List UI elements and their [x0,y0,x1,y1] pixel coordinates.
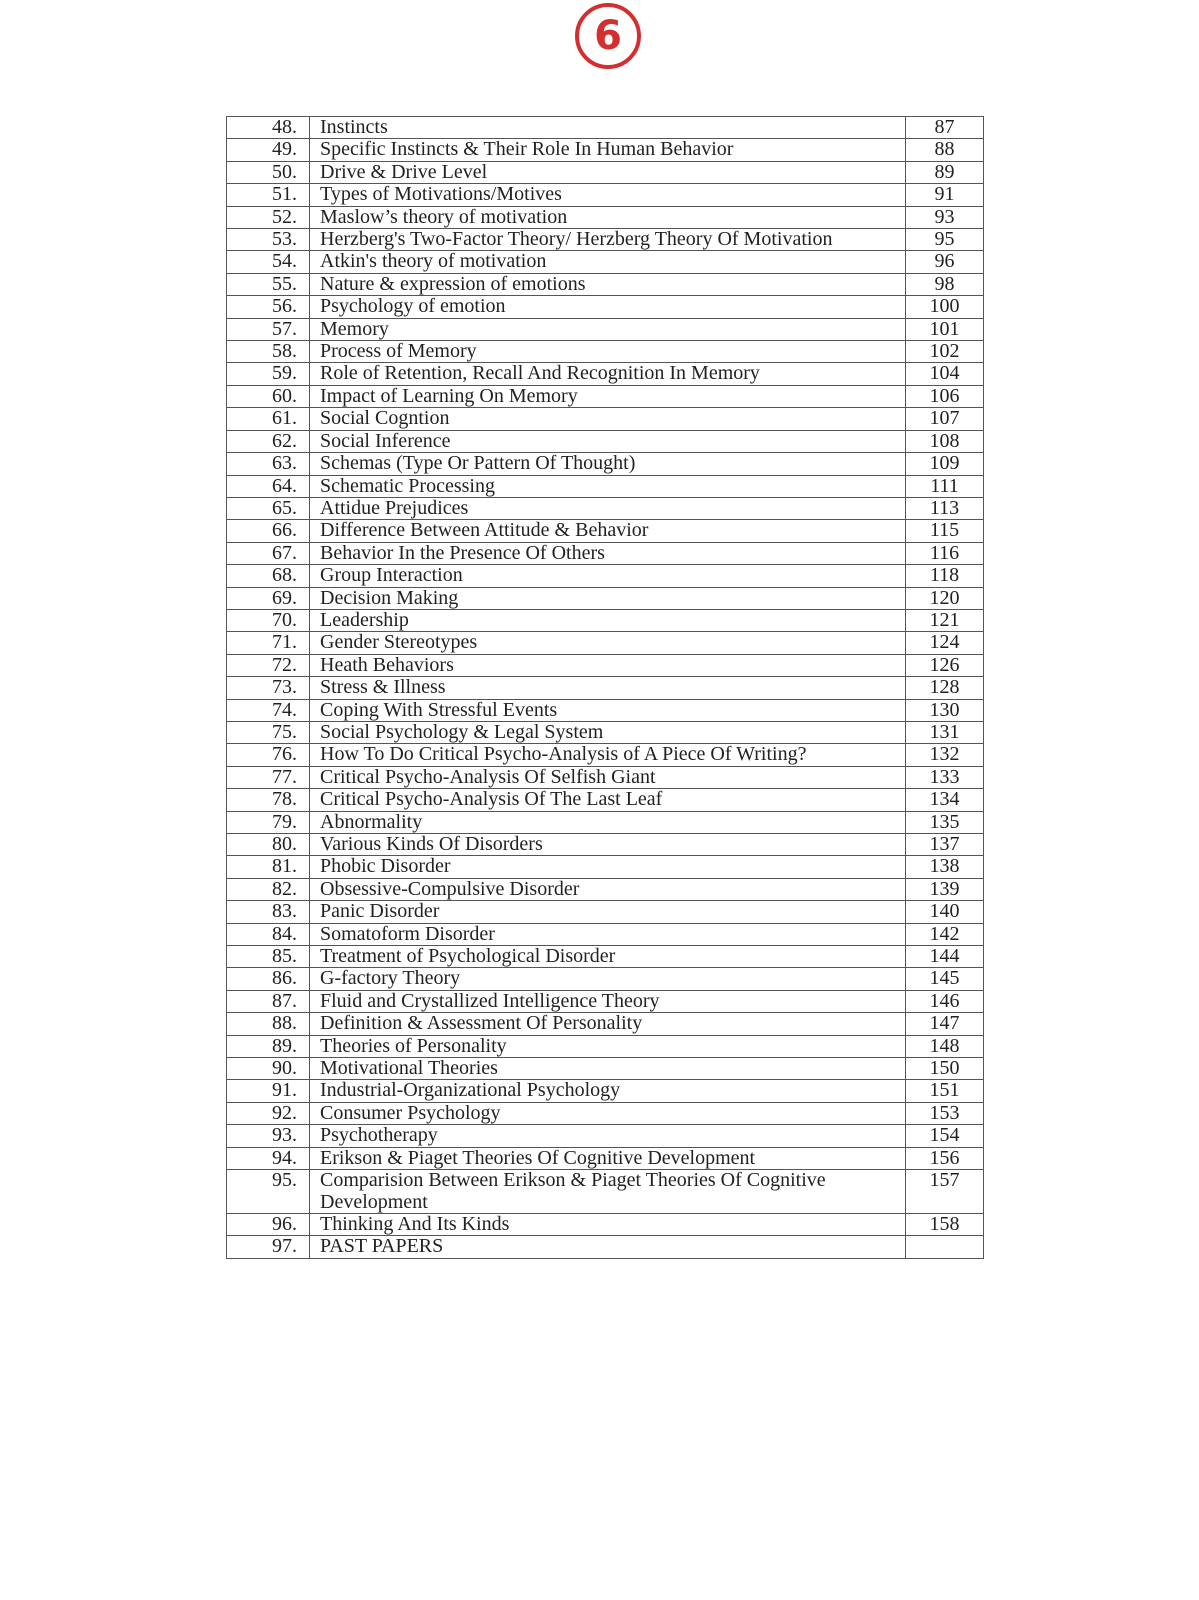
toc-page: 153 [906,1102,984,1124]
toc-page: 93 [906,206,984,228]
toc-number: 62. [227,430,310,452]
toc-topic: How To Do Critical Psycho-Analysis of A Piece Of Writing? [310,744,906,766]
toc-number: 96. [227,1213,310,1235]
toc-number: 76. [227,744,310,766]
toc-page: 154 [906,1125,984,1147]
toc-number: 65. [227,497,310,519]
toc-topic: Social Cogntion [310,408,906,430]
toc-number: 93. [227,1125,310,1147]
toc-page: 151 [906,1080,984,1102]
toc-row [227,878,984,900]
toc-page: 111 [906,475,984,497]
toc-topic: Drive & Drive Level [310,161,906,183]
toc-number: 80. [227,834,310,856]
toc-topic: Role of Retention, Recall And Recognition In Memory [310,363,906,385]
toc-row [227,542,984,564]
toc-row [227,453,984,475]
toc-page: 150 [906,1058,984,1080]
toc-page: 134 [906,789,984,811]
toc-page: 124 [906,632,984,654]
toc-page: 140 [906,901,984,923]
toc-topic: Treatment of Psychological Disorder [310,946,906,968]
toc-number: 67. [227,542,310,564]
toc-page: 106 [906,385,984,407]
toc-number: 78. [227,789,310,811]
toc-topic: Leadership [310,609,906,631]
toc-page: 121 [906,609,984,631]
toc-number: 89. [227,1035,310,1057]
toc-page: 156 [906,1147,984,1169]
toc-number: 81. [227,856,310,878]
toc-number: 50. [227,161,310,183]
toc-row [227,1013,984,1035]
toc-row [227,161,984,183]
toc-topic: Herzberg's Two-Factor Theory/ Herzberg Theory Of Motivation [310,229,906,251]
toc-row [227,766,984,788]
toc-topic: Decision Making [310,587,906,609]
toc-number: 92. [227,1102,310,1124]
toc-row [227,251,984,273]
toc-row [227,1125,984,1147]
toc-row [227,834,984,856]
toc-page: 147 [906,1013,984,1035]
toc-topic: Psychotherapy [310,1125,906,1147]
toc-page: 131 [906,721,984,743]
toc-number: 73. [227,677,310,699]
toc-page: 91 [906,184,984,206]
toc-row [227,789,984,811]
toc-row [227,117,984,139]
toc-topic: Impact of Learning On Memory [310,385,906,407]
toc-row [227,229,984,251]
toc-number: 83. [227,901,310,923]
toc-page: 130 [906,699,984,721]
toc-row [227,587,984,609]
toc-number: 77. [227,766,310,788]
toc-number: 82. [227,878,310,900]
toc-row [227,475,984,497]
toc-topic: Comparision Between Erikson & Piaget Theories Of Cognitive Development [310,1170,906,1214]
toc-topic: Critical Psycho-Analysis Of The Last Leaf [310,789,906,811]
toc-row [227,856,984,878]
toc-row [227,430,984,452]
toc-page: 148 [906,1035,984,1057]
toc-topic: Difference Between Attitude & Behavior [310,520,906,542]
toc-row [227,721,984,743]
toc-topic: Group Interaction [310,565,906,587]
toc-number: 88. [227,1013,310,1035]
toc-row [227,273,984,295]
toc-number: 59. [227,363,310,385]
toc-topic: Social Psychology & Legal System [310,721,906,743]
toc-number: 63. [227,453,310,475]
toc-topic: Memory [310,318,906,340]
toc-page: 100 [906,296,984,318]
toc-page: 120 [906,587,984,609]
toc-page: 96 [906,251,984,273]
toc-page: 145 [906,968,984,990]
toc-page: 137 [906,834,984,856]
toc-page: 101 [906,318,984,340]
toc-row [227,968,984,990]
toc-number: 97. [227,1236,310,1258]
toc-row [227,206,984,228]
toc-topic: Attidue Prejudices [310,497,906,519]
toc-row [227,1236,984,1258]
toc-topic: Gender Stereotypes [310,632,906,654]
toc-row [227,1147,984,1169]
toc-page: 126 [906,654,984,676]
toc-number: 58. [227,341,310,363]
toc-topic: Coping With Stressful Events [310,699,906,721]
toc-number: 60. [227,385,310,407]
toc-topic: Instincts [310,117,906,139]
toc-page: 116 [906,542,984,564]
toc-page: 104 [906,363,984,385]
toc-row [227,565,984,587]
toc-topic: Consumer Psychology [310,1102,906,1124]
toc-row [227,385,984,407]
toc-page: 157 [906,1170,984,1214]
toc-row [227,946,984,968]
toc-page: 87 [906,117,984,139]
toc-page: 109 [906,453,984,475]
toc-row [227,811,984,833]
toc-number: 87. [227,990,310,1012]
toc-row [227,1102,984,1124]
toc-page: 89 [906,161,984,183]
toc-row [227,609,984,631]
toc-number: 86. [227,968,310,990]
toc-topic: Social Inference [310,430,906,452]
table-of-contents [226,116,984,1259]
toc-number: 84. [227,923,310,945]
toc-page: 135 [906,811,984,833]
toc-topic: Psychology of emotion [310,296,906,318]
toc-topic: Thinking And Its Kinds [310,1213,906,1235]
toc-topic: Erikson & Piaget Theories Of Cognitive Development [310,1147,906,1169]
toc-topic: Atkin's theory of motivation [310,251,906,273]
toc-topic: Critical Psycho-Analysis Of Selfish Giant [310,766,906,788]
toc-topic: Nature & expression of emotions [310,273,906,295]
toc-page: 95 [906,229,984,251]
page-number: 6 [594,13,622,59]
toc-topic: Maslow’s theory of motivation [310,206,906,228]
toc-page: 115 [906,520,984,542]
toc-row [227,699,984,721]
toc-row [227,654,984,676]
toc-row [227,901,984,923]
toc-number: 90. [227,1058,310,1080]
toc-topic: Various Kinds Of Disorders [310,834,906,856]
toc-topic: Panic Disorder [310,901,906,923]
toc-number: 48. [227,117,310,139]
toc-topic: Theories of Personality [310,1035,906,1057]
toc-page: 98 [906,273,984,295]
toc-number: 75. [227,721,310,743]
toc-topic: Types of Motivations/Motives [310,184,906,206]
toc-topic: Stress & Illness [310,677,906,699]
toc-page: 142 [906,923,984,945]
toc-number: 94. [227,1147,310,1169]
toc-page: 158 [906,1213,984,1235]
toc-row [227,1170,984,1214]
toc-page: 133 [906,766,984,788]
toc-row [227,744,984,766]
toc-topic: Fluid and Crystallized Intelligence Theory [310,990,906,1012]
toc-row [227,184,984,206]
toc-topic: Abnormality [310,811,906,833]
toc-number: 68. [227,565,310,587]
toc-number: 71. [227,632,310,654]
toc-number: 95. [227,1170,310,1214]
toc-topic: Industrial-Organizational Psychology [310,1080,906,1102]
toc-number: 56. [227,296,310,318]
toc-topic: G-factory Theory [310,968,906,990]
toc-number: 61. [227,408,310,430]
toc-topic: Somatoform Disorder [310,923,906,945]
toc-page: 88 [906,139,984,161]
toc-topic: PAST PAPERS [310,1236,906,1258]
toc-row [227,520,984,542]
toc-row [227,632,984,654]
toc-row [227,318,984,340]
toc-topic: Process of Memory [310,341,906,363]
toc-page: 118 [906,565,984,587]
toc-topic: Motivational Theories [310,1058,906,1080]
toc-number: 79. [227,811,310,833]
toc-page: 128 [906,677,984,699]
toc-page [906,1236,984,1258]
toc-topic: Definition & Assessment Of Personality [310,1013,906,1035]
toc-row [227,1213,984,1235]
toc-topic: Phobic Disorder [310,856,906,878]
toc-number: 53. [227,229,310,251]
toc-row [227,1035,984,1057]
toc-number: 51. [227,184,310,206]
toc-number: 66. [227,520,310,542]
toc-page: 108 [906,430,984,452]
toc-page: 144 [906,946,984,968]
toc-row [227,497,984,519]
toc-page: 146 [906,990,984,1012]
toc-row [227,1058,984,1080]
toc-number: 91. [227,1080,310,1102]
toc-topic: Behavior In the Presence Of Others [310,542,906,564]
toc-number: 55. [227,273,310,295]
toc-row [227,296,984,318]
toc-topic: Obsessive-Compulsive Disorder [310,878,906,900]
toc-row [227,677,984,699]
toc-topic: Schemas (Type Or Pattern Of Thought) [310,453,906,475]
page-number-badge [575,3,641,69]
toc-number: 69. [227,587,310,609]
toc-number: 85. [227,946,310,968]
toc-page: 138 [906,856,984,878]
toc-number: 57. [227,318,310,340]
toc-row [227,341,984,363]
toc-topic: Schematic Processing [310,475,906,497]
toc-number: 74. [227,699,310,721]
toc-row [227,923,984,945]
toc-page: 132 [906,744,984,766]
toc-row [227,1080,984,1102]
toc-row [227,408,984,430]
toc-number: 54. [227,251,310,273]
toc-page: 113 [906,497,984,519]
toc-number: 70. [227,609,310,631]
toc-number: 72. [227,654,310,676]
toc-page: 107 [906,408,984,430]
toc-topic: Heath Behaviors [310,654,906,676]
toc-row [227,139,984,161]
toc-page: 139 [906,878,984,900]
toc-number: 52. [227,206,310,228]
toc-row [227,363,984,385]
toc-page: 102 [906,341,984,363]
toc-row [227,990,984,1012]
toc-body [227,117,984,1259]
toc-topic: Specific Instincts & Their Role In Human Behavior [310,139,906,161]
toc-number: 64. [227,475,310,497]
toc-number: 49. [227,139,310,161]
